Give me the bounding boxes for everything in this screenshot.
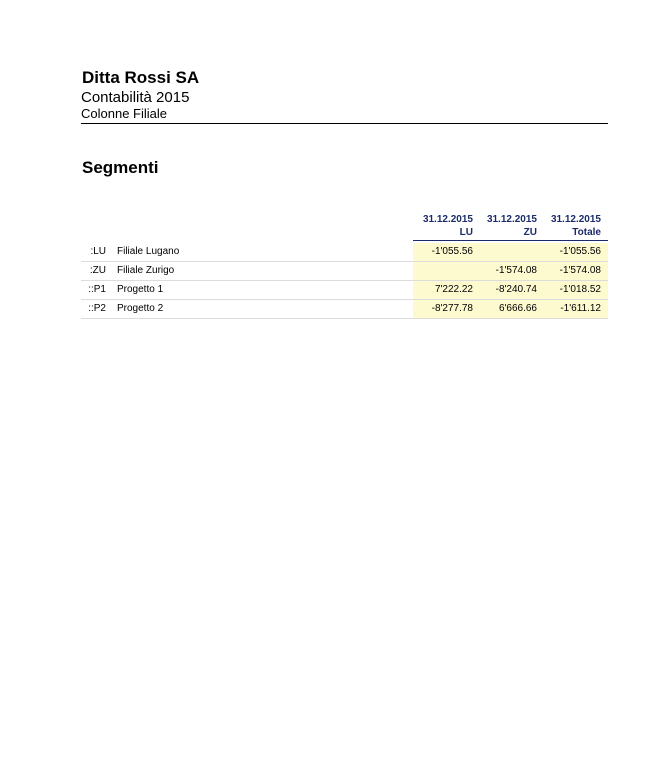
segment-table [81,213,608,319]
table-row [81,262,608,281]
column-header-lu [413,213,473,239]
row-description: Progetto 1 [117,284,164,295]
column-label: ZU [523,227,537,238]
table-row [81,243,608,262]
table-row [81,281,608,300]
row-code: :ZU [89,265,106,276]
row-code: ::P2 [88,303,106,314]
column-header-zu [477,213,537,239]
cell-zu: 6'666.66 [498,303,537,314]
report-subtitle: Contabilità 2015 [81,89,190,106]
column-date: 31.12.2015 [422,214,473,225]
cell-lu: -1'055.56 [431,246,473,257]
table-header [81,213,608,243]
column-label: LU [459,227,473,238]
company-name: Ditta Rossi SA [82,68,200,87]
row-code: ::P1 [88,284,106,295]
column-date: 31.12.2015 [550,214,601,225]
header-divider [81,123,608,124]
row-description: Filiale Lugano [117,246,180,257]
cell-totale: -1'574.08 [559,265,601,276]
cell-zu: -8'240.74 [495,284,537,295]
cell-lu: -8'277.78 [431,303,473,314]
cell-lu: 7'222.22 [434,284,473,295]
cell-zu: -1'574.08 [495,265,537,276]
row-code: :LU [90,246,106,257]
column-label: Totale [572,227,601,238]
row-description: Filiale Zurigo [117,265,175,276]
cell-totale: -1'611.12 [560,303,601,314]
cell-totale: -1'055.56 [559,246,601,257]
cell-totale: -1'018.52 [559,284,601,295]
report-note: Colonne Filiale [81,106,167,121]
row-description: Progetto 2 [117,303,164,314]
column-date: 31.12.2015 [486,214,537,225]
table-row [81,300,608,319]
section-title: Segmenti [82,158,159,177]
column-header-totale [541,213,601,239]
